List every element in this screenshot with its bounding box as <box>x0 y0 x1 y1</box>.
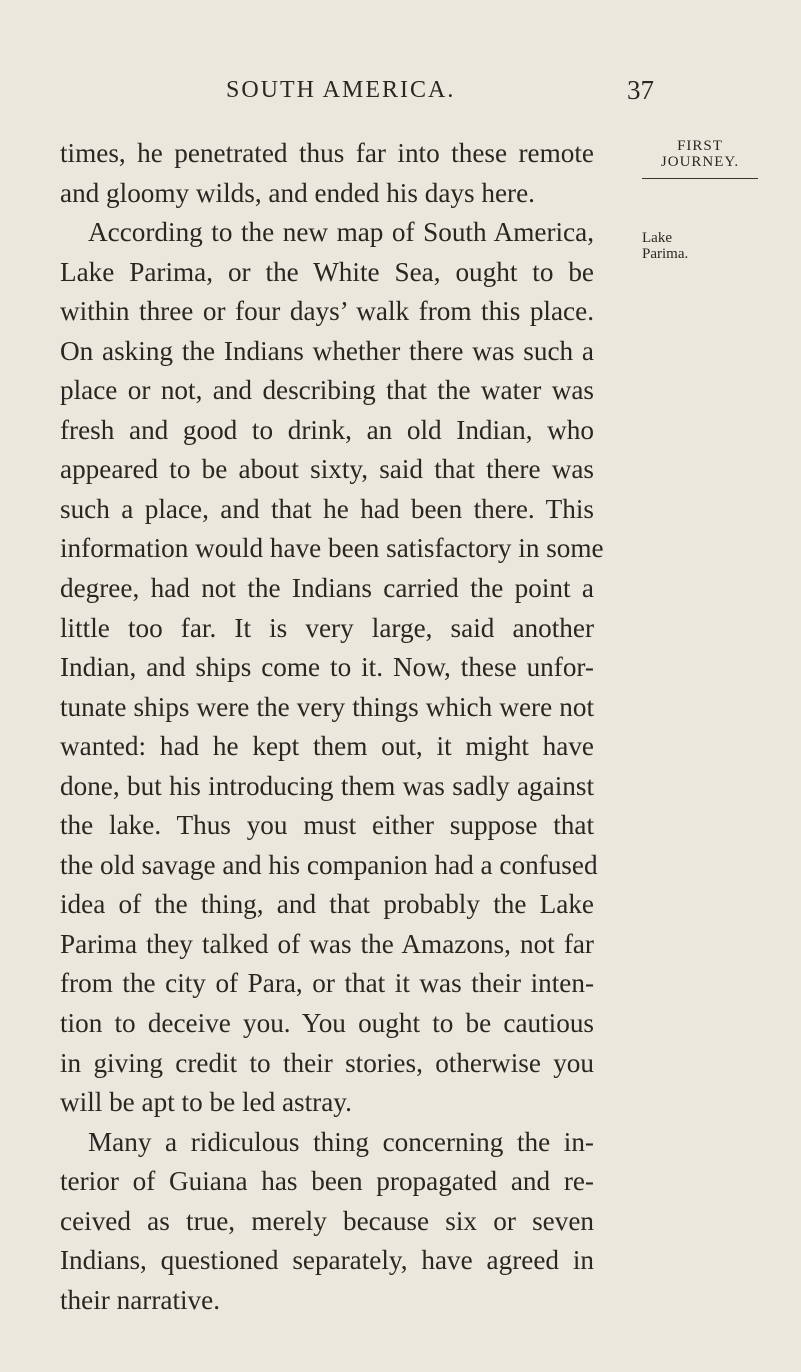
margin-rule <box>642 178 758 179</box>
margin-note-first-journey <box>640 138 760 179</box>
text-line: degree, had not the Indians carried the point a <box>60 573 594 604</box>
text-line: fresh and good to drink, an old Indian, who <box>60 414 594 445</box>
running-head <box>0 77 801 117</box>
text-line: Indian, and ships come to it. Now, these unfor- <box>60 652 594 683</box>
text-line: idea of the thing, and that probably the Lake <box>60 889 594 920</box>
text-line: Parima they talked of was the Amazons, not far <box>60 928 594 959</box>
text-line: information would have been satisfactory in some <box>60 533 604 564</box>
margin-note-line: Lake <box>642 230 672 246</box>
text-line: from the city of Para, or that it was their inten- <box>60 968 594 999</box>
text-line: will be apt to be led astray. <box>60 1087 352 1118</box>
text-line: and gloomy wilds, and ended his days here. <box>60 177 535 208</box>
text-line: the old savage and his companion had a confused <box>60 849 598 880</box>
text-line: such a place, and that he had been there. This <box>60 493 594 524</box>
text-line: their narrative. <box>60 1284 221 1315</box>
text-line: within three or four days’ walk from this place. <box>60 296 594 327</box>
margin-note-line: Parima. <box>642 246 689 262</box>
text-line: Indians, questioned separately, have agreed in <box>60 1245 594 1276</box>
text-line: ceived as true, merely because six or seven <box>60 1205 594 1236</box>
margin-note-line: FIRST <box>677 138 723 154</box>
text-line: appeared to be about sixty, said that there was <box>60 454 594 485</box>
text-line: Lake Parima, or the White Sea, ought to be <box>60 256 594 287</box>
margin-note-lake-parima <box>642 230 762 262</box>
margin-note-line: JOURNEY. <box>660 154 740 170</box>
text-line: tion to deceive you. You ought to be cautious <box>60 1008 594 1039</box>
text-line: done, but his introducing them was sadly against <box>60 770 594 801</box>
text-line: On asking the Indians whether there was such a <box>60 335 594 366</box>
text-line: little too far. It is very large, said another <box>60 612 594 643</box>
text-line: Many a ridiculous thing concerning the in- <box>88 1126 594 1157</box>
text-line: in giving credit to their stories, otherwise you <box>60 1047 594 1078</box>
text-line: times, he penetrated thus far into these remote <box>60 138 594 168</box>
page-number: 37 <box>627 75 654 105</box>
text-line: the lake. Thus you must either suppose that <box>60 810 594 841</box>
text-line: tunate ships were the very things which were not <box>60 691 594 722</box>
text-line: wanted: had he kept them out, it might have <box>60 731 594 762</box>
body-text <box>60 134 604 1320</box>
running-title: SOUTH AMERICA. <box>226 77 456 103</box>
text-line: terior of Guiana has been propagated and re- <box>60 1166 594 1197</box>
text-line: place or not, and describing that the water was <box>60 375 594 406</box>
text-line: According to the new map of South America, <box>88 217 594 248</box>
